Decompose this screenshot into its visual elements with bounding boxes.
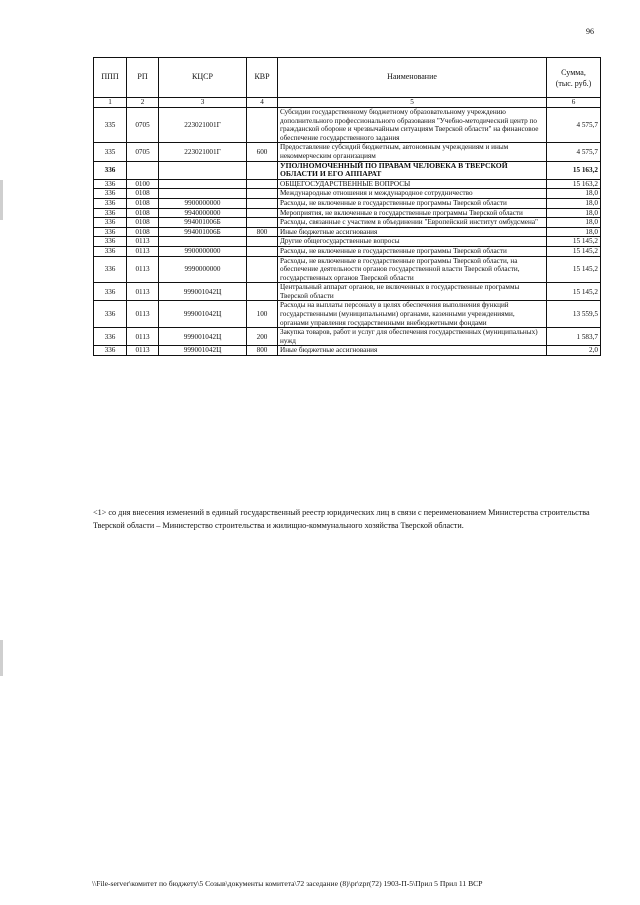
cell-kvr	[247, 246, 278, 256]
cell-name: Международные отношения и международное сотрудничество	[278, 189, 547, 199]
table-row	[94, 218, 601, 228]
cell-sum: 4 575,7	[547, 108, 601, 143]
column-number: 2	[127, 98, 159, 108]
table-header-row	[94, 58, 601, 98]
header-name: Наименование	[278, 58, 547, 98]
cell-rp: 0108	[127, 218, 159, 228]
cell-rp: 0100	[127, 179, 159, 189]
cell-sum: 2,0	[547, 346, 601, 356]
cell-kvr	[247, 218, 278, 228]
cell-kcsr: 9900000000	[159, 246, 247, 256]
cell-sum: 15 163,2	[547, 179, 601, 189]
cell-name: Расходы, не включенные в государственные программы Тверской области	[278, 198, 547, 208]
cell-ppp: 336	[94, 218, 127, 228]
cell-kvr	[247, 108, 278, 143]
table-row	[94, 237, 601, 247]
cell-sum: 18,0	[547, 227, 601, 237]
header-ppp: ППП	[94, 58, 127, 98]
cell-sum: 15 163,2	[547, 161, 601, 179]
cell-kvr: 800	[247, 227, 278, 237]
table-row	[94, 256, 601, 283]
cell-sum: 18,0	[547, 189, 601, 199]
cell-kvr	[247, 198, 278, 208]
cell-rp: 0108	[127, 227, 159, 237]
cell-rp: 0113	[127, 346, 159, 356]
cell-kcsr	[159, 179, 247, 189]
cell-sum: 15 145,2	[547, 256, 601, 283]
cell-ppp: 336	[94, 283, 127, 301]
cell-kvr: 600	[247, 143, 278, 161]
table-row	[94, 346, 601, 356]
cell-ppp: 336	[94, 198, 127, 208]
cell-kcsr: 9990000000	[159, 256, 247, 283]
scan-edge-mark	[0, 180, 3, 220]
cell-kvr	[247, 189, 278, 199]
column-number: 6	[547, 98, 601, 108]
cell-ppp: 336	[94, 179, 127, 189]
table-row	[94, 301, 601, 328]
cell-kvr	[247, 256, 278, 283]
footnote: <1> со дня внесения изменений в единый государственный реестр юридических лиц в связи с переименованием Министерства строительства Тверской области – Министерство строительства и жилищно-коммунального хозяйства Тверской области.	[93, 508, 590, 530]
cell-kvr: 200	[247, 328, 278, 346]
cell-name: Расходы на выплаты персоналу в целях обеспечения выполнения функций государственными (муниципальными) органами, казенными учреждениями, органами управления государственными внебюджетными фондами	[278, 301, 547, 328]
cell-name: ОБЩЕГОСУДАРСТВЕННЫЕ ВОПРОСЫ	[278, 179, 547, 189]
cell-name: УПОЛНОМОЧЕННЫЙ ПО ПРАВАМ ЧЕЛОВЕКА В ТВЕРСКОЙ ОБЛАСТИ И ЕГО АППАРАТ	[278, 161, 547, 179]
cell-ppp: 335	[94, 143, 127, 161]
cell-kcsr: 9900000000	[159, 198, 247, 208]
cell-kcsr: 994001006Б	[159, 227, 247, 237]
table-row	[94, 283, 601, 301]
header-kvr: КВР	[247, 58, 278, 98]
cell-kvr: 100	[247, 301, 278, 328]
cell-kcsr	[159, 161, 247, 179]
table-row	[94, 328, 601, 346]
cell-kcsr: 999001042Ц	[159, 328, 247, 346]
cell-ppp: 336	[94, 237, 127, 247]
header-kcsr: КЦСР	[159, 58, 247, 98]
cell-sum: 18,0	[547, 218, 601, 228]
cell-rp: 0113	[127, 246, 159, 256]
cell-rp: 0113	[127, 237, 159, 247]
cell-kcsr	[159, 189, 247, 199]
cell-name: Другие общегосударственные вопросы	[278, 237, 547, 247]
cell-rp: 0113	[127, 328, 159, 346]
cell-ppp: 336	[94, 301, 127, 328]
cell-kvr	[247, 283, 278, 301]
cell-name: Иные бюджетные ассигнования	[278, 346, 547, 356]
cell-kvr	[247, 208, 278, 218]
cell-name: Мероприятия, не включенные в государственные программы Тверской области	[278, 208, 547, 218]
cell-kcsr: 999001042Ц	[159, 301, 247, 328]
cell-sum: 15 145,2	[547, 246, 601, 256]
cell-rp: 0108	[127, 208, 159, 218]
column-number-row	[94, 98, 601, 108]
cell-rp: 0113	[127, 256, 159, 283]
cell-sum: 18,0	[547, 208, 601, 218]
cell-rp	[127, 161, 159, 179]
cell-kcsr: 999001042Ц	[159, 346, 247, 356]
cell-name: Предоставление субсидий бюджетным, автономным учреждениям и иным некоммерческим организациям	[278, 143, 547, 161]
column-number: 1	[94, 98, 127, 108]
scan-edge-mark	[0, 640, 3, 676]
cell-name: Расходы, не включенные в государственные программы Тверской области	[278, 246, 547, 256]
cell-sum: 15 145,2	[547, 237, 601, 247]
cell-name: Иные бюджетные ассигнования	[278, 227, 547, 237]
table-row	[94, 161, 601, 179]
table-row	[94, 246, 601, 256]
cell-kvr: 800	[247, 346, 278, 356]
budget-table	[93, 57, 601, 356]
table-row	[94, 198, 601, 208]
cell-kcsr: 999001042Ц	[159, 283, 247, 301]
cell-kcsr: 994001006Б	[159, 218, 247, 228]
cell-ppp: 336	[94, 328, 127, 346]
cell-ppp: 336	[94, 161, 127, 179]
cell-rp: 0113	[127, 301, 159, 328]
header-sum	[547, 58, 601, 98]
cell-sum: 13 559,5	[547, 301, 601, 328]
cell-name: Закупка товаров, работ и услуг для обеспечения государственных (муниципальных) нужд	[278, 328, 547, 346]
cell-ppp: 336	[94, 189, 127, 199]
header-rp: РП	[127, 58, 159, 98]
cell-ppp: 336	[94, 246, 127, 256]
cell-ppp: 335	[94, 108, 127, 143]
table-row	[94, 143, 601, 161]
column-number: 3	[159, 98, 247, 108]
footer-file-path: \\File-server\комитет по бюджету\5 Созыв\документы комитета\72 заседание (8)\pr\zpr(72) 1903-П-5\Прил 5 Прил 11 ВСР	[92, 879, 483, 888]
cell-sum: 4 575,7	[547, 143, 601, 161]
cell-rp: 0108	[127, 189, 159, 199]
table-row	[94, 179, 601, 189]
table-row	[94, 227, 601, 237]
cell-rp: 0108	[127, 198, 159, 208]
cell-kcsr: 223021001Г	[159, 143, 247, 161]
cell-kcsr: 9940000000	[159, 208, 247, 218]
cell-kcsr	[159, 237, 247, 247]
column-number: 5	[278, 98, 547, 108]
cell-name: Центральный аппарат органов, не включенных в государственные программы Тверской области	[278, 283, 547, 301]
header-sum-line2: (тыс. руб.)	[555, 78, 592, 88]
table-row	[94, 108, 601, 143]
cell-kvr	[247, 161, 278, 179]
cell-rp: 0113	[127, 283, 159, 301]
column-number: 4	[247, 98, 278, 108]
cell-rp: 0705	[127, 143, 159, 161]
table-row	[94, 189, 601, 199]
cell-rp: 0705	[127, 108, 159, 143]
cell-name: Субсидии государственному бюджетному образовательному учреждению дополнительного профессионального образования "Учебно-методический центр по гражданской обороне и чрезвычайным ситуациям Тверской области" на финансовое обеспечение государственного задания	[278, 108, 547, 143]
table-row	[94, 208, 601, 218]
cell-ppp: 336	[94, 208, 127, 218]
cell-name: Расходы, не включенные в государственные программы Тверской области, на обеспечение деятельности органов государственной власти Тверской области, государственных органов Тверской области	[278, 256, 547, 283]
header-sum-line1: Сумма,	[561, 67, 586, 77]
cell-kvr	[247, 237, 278, 247]
cell-sum: 1 583,7	[547, 328, 601, 346]
page-number: 96	[586, 27, 594, 36]
cell-sum: 15 145,2	[547, 283, 601, 301]
cell-ppp: 336	[94, 227, 127, 237]
cell-kcsr: 223021001Г	[159, 108, 247, 143]
cell-name: Расходы, связанные с участием в объединении "Европейский институт омбудсмена"	[278, 218, 547, 228]
cell-sum: 18,0	[547, 198, 601, 208]
cell-ppp: 336	[94, 256, 127, 283]
cell-ppp: 336	[94, 346, 127, 356]
cell-kvr	[247, 179, 278, 189]
